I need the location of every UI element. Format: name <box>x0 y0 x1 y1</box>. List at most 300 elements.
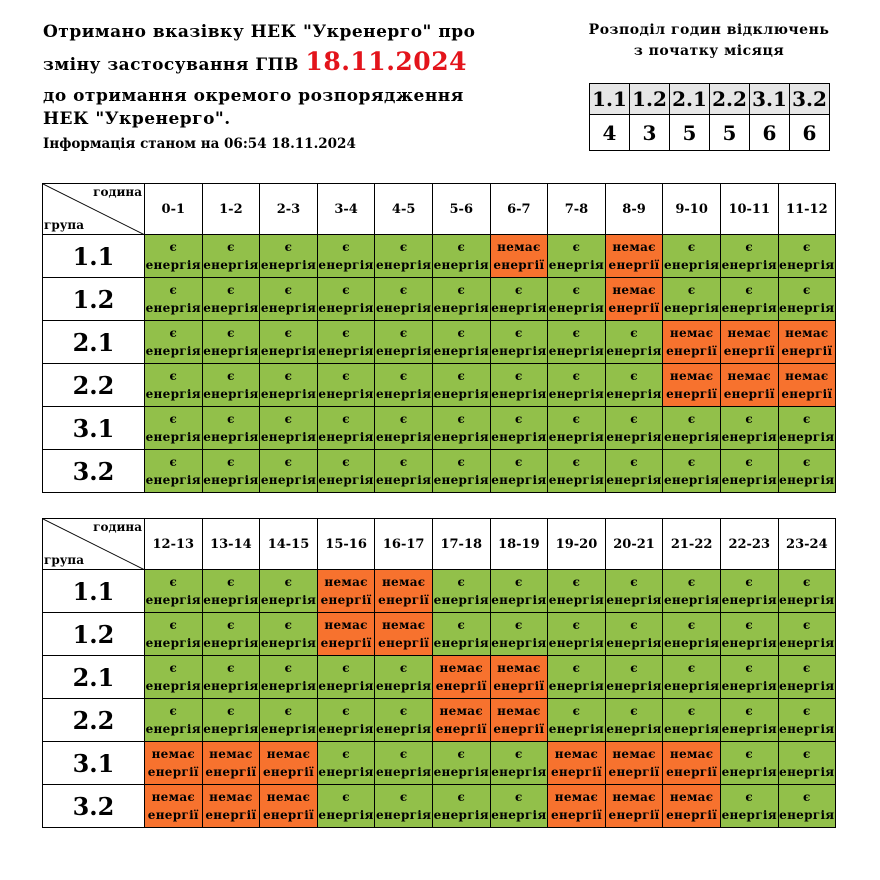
status-text-top: є <box>687 240 696 254</box>
status-text-bottom: енергія <box>721 301 777 315</box>
status-text-bottom: енергія <box>376 473 432 487</box>
status-text-top: є <box>284 575 293 589</box>
status-text-top: є <box>457 369 466 383</box>
distribution-title-line-1: Розподіл годин відключень <box>588 22 830 38</box>
group-label-cell: 2.2 <box>43 699 145 742</box>
power-on-cell <box>663 613 721 656</box>
power-on-cell <box>145 656 203 699</box>
status-text-top: немає <box>669 369 714 383</box>
power-on-cell <box>663 699 721 742</box>
power-on-cell <box>432 235 490 278</box>
status-text-top: немає <box>612 747 656 761</box>
status-text-bottom: енергія <box>779 473 835 487</box>
status-text-bottom: енергія <box>433 258 489 272</box>
status-text-bottom: енергії <box>666 808 718 822</box>
status-text-top: немає <box>612 790 656 804</box>
status-text-bottom: енергії <box>147 765 199 779</box>
power-on-cell <box>145 278 203 321</box>
status-text-top: є <box>745 747 754 761</box>
status-text-bottom: енергія <box>260 258 317 272</box>
power-on-cell <box>317 407 375 450</box>
power-on-cell <box>202 364 260 407</box>
hour-header-cell: 17-18 <box>432 519 490 570</box>
power-on-cell <box>548 278 606 321</box>
status-text-top: є <box>227 326 235 340</box>
power-on-cell <box>317 656 375 699</box>
hour-header-cell: 21-22 <box>663 519 721 570</box>
status-text-bottom: енергія <box>376 808 432 822</box>
status-text-bottom: енергії <box>550 765 602 779</box>
status-text-top: є <box>515 455 523 469</box>
distribution-hours-cell: 6 <box>790 115 830 151</box>
power-on-cell <box>548 321 606 364</box>
power-on-cell <box>432 785 490 828</box>
status-text-top: є <box>630 661 638 675</box>
power-on-cell <box>202 278 260 321</box>
power-on-cell <box>432 742 490 785</box>
status-text-top: немає <box>554 790 599 804</box>
distribution-group-cell: 1.1 <box>590 84 630 115</box>
power-on-cell <box>720 699 778 742</box>
status-text-bottom: енергії <box>493 722 545 736</box>
status-text-top: немає <box>785 326 829 340</box>
distribution-hours-cell: 5 <box>710 115 750 151</box>
status-text-top: є <box>399 283 408 297</box>
power-on-cell <box>260 407 318 450</box>
status-text-bottom: енергія <box>663 679 720 693</box>
status-text-bottom: енергії <box>320 636 372 650</box>
power-off-cell <box>145 742 203 785</box>
power-on-cell <box>375 656 433 699</box>
distribution-groups-row <box>590 84 830 115</box>
status-text-bottom: енергії <box>608 258 660 272</box>
status-text-top: є <box>169 412 178 426</box>
power-on-cell <box>317 278 375 321</box>
status-text-bottom: енергії <box>550 808 602 822</box>
status-text-top: є <box>745 412 754 426</box>
status-text-top: є <box>630 455 638 469</box>
status-text-bottom: енергія <box>433 765 489 779</box>
schedule-header-row <box>43 519 836 570</box>
power-off-cell <box>202 785 260 828</box>
power-on-cell <box>663 570 721 613</box>
power-on-cell <box>260 278 318 321</box>
power-on-cell <box>202 699 260 742</box>
schedule-row <box>43 656 836 699</box>
power-on-cell <box>375 785 433 828</box>
status-text-bottom: енергія <box>779 679 835 693</box>
power-on-cell <box>317 321 375 364</box>
status-text-bottom: енергія <box>548 344 605 358</box>
distribution-group-cell: 2.1 <box>670 84 710 115</box>
status-text-bottom: енергія <box>433 593 489 607</box>
power-on-cell <box>432 364 490 407</box>
status-text-top: є <box>169 661 178 675</box>
status-text-bottom: енергії <box>493 258 545 272</box>
hour-axis-label: година <box>93 520 142 534</box>
power-on-cell <box>720 742 778 785</box>
status-text-bottom: енергія <box>203 473 259 487</box>
power-on-cell <box>490 407 548 450</box>
power-on-cell <box>490 570 548 613</box>
status-text-bottom: енергія <box>145 636 201 650</box>
status-text-top: є <box>457 412 466 426</box>
status-text-top: є <box>342 283 350 297</box>
status-text-top: є <box>284 240 293 254</box>
status-text-top: є <box>572 369 581 383</box>
info-timestamp: Інформація станом на 06:54 18.11.2024 <box>43 136 356 152</box>
status-text-bottom: енергія <box>260 593 317 607</box>
status-text-bottom: енергії <box>262 765 314 779</box>
status-text-top: є <box>572 283 581 297</box>
status-text-top: немає <box>209 747 253 761</box>
status-text-top: є <box>399 369 408 383</box>
power-on-cell <box>490 742 548 785</box>
status-text-bottom: енергія <box>318 258 374 272</box>
status-text-bottom: енергія <box>663 430 720 444</box>
status-text-bottom: енергії <box>608 808 660 822</box>
hour-header-cell: 10-11 <box>720 184 778 235</box>
status-text-bottom: енергія <box>779 593 835 607</box>
status-text-bottom: енергія <box>779 430 835 444</box>
power-on-cell <box>605 321 663 364</box>
power-off-cell <box>720 364 778 407</box>
status-text-bottom: енергії <box>608 765 660 779</box>
schedule-row <box>43 364 836 407</box>
group-label-cell: 3.1 <box>43 742 145 785</box>
status-text-top: є <box>515 790 523 804</box>
status-text-top: є <box>687 455 696 469</box>
status-text-bottom: енергія <box>548 258 605 272</box>
power-on-cell <box>375 742 433 785</box>
status-text-bottom: енергії <box>781 344 833 358</box>
announcement-date: 18.11.2024 <box>305 47 467 76</box>
status-text-top: є <box>169 575 178 589</box>
group-label-cell: 2.1 <box>43 321 145 364</box>
power-on-cell <box>720 407 778 450</box>
power-off-cell <box>778 364 836 407</box>
power-on-cell <box>202 235 260 278</box>
status-text-top: немає <box>497 240 541 254</box>
status-text-bottom: енергія <box>491 430 547 444</box>
power-on-cell <box>778 235 836 278</box>
power-off-cell <box>605 278 663 321</box>
status-text-bottom: енергія <box>779 258 835 272</box>
distribution-hours-cell: 5 <box>670 115 710 151</box>
power-on-cell <box>490 364 548 407</box>
status-text-top: є <box>284 283 293 297</box>
power-off-cell <box>490 235 548 278</box>
power-on-cell <box>663 656 721 699</box>
status-text-bottom: енергія <box>318 473 374 487</box>
power-on-cell <box>145 364 203 407</box>
status-text-bottom: енергія <box>779 808 835 822</box>
status-text-bottom: енергія <box>663 301 720 315</box>
status-text-bottom: енергія <box>548 722 605 736</box>
status-text-top: є <box>169 369 178 383</box>
status-text-bottom: енергія <box>548 301 605 315</box>
status-text-top: є <box>399 661 408 675</box>
status-text-bottom: енергія <box>318 765 374 779</box>
power-off-cell <box>490 699 548 742</box>
distribution-hours-cell: 4 <box>590 115 630 151</box>
status-text-top: є <box>572 455 581 469</box>
status-text-top: є <box>803 618 811 632</box>
status-text-top: немає <box>324 575 368 589</box>
hour-header-cell: 5-6 <box>432 184 490 235</box>
schedule-header-row <box>43 184 836 235</box>
status-text-top: є <box>227 369 235 383</box>
status-text-top: є <box>457 326 466 340</box>
status-text-bottom: енергія <box>260 722 317 736</box>
power-on-cell <box>317 364 375 407</box>
status-text-top: є <box>572 326 581 340</box>
status-text-top: є <box>572 618 581 632</box>
group-axis-label: група <box>44 218 84 232</box>
status-text-top: є <box>687 704 696 718</box>
power-on-cell <box>490 278 548 321</box>
status-text-top: є <box>169 240 178 254</box>
status-text-top: є <box>630 575 638 589</box>
status-text-bottom: енергія <box>491 344 547 358</box>
power-off-cell <box>663 364 721 407</box>
status-text-top: є <box>457 618 466 632</box>
status-text-top: є <box>227 575 235 589</box>
status-text-top: є <box>227 240 235 254</box>
hour-header-cell: 19-20 <box>548 519 606 570</box>
power-off-cell <box>720 321 778 364</box>
schedule-row <box>43 278 836 321</box>
status-text-bottom: енергія <box>260 430 317 444</box>
status-text-bottom: енергія <box>606 344 662 358</box>
distribution-hours-row <box>590 115 830 151</box>
schedule-corner-cell <box>43 519 145 570</box>
power-off-cell <box>260 742 318 785</box>
status-text-top: є <box>803 240 811 254</box>
status-text-bottom: енергія <box>721 722 777 736</box>
power-on-cell <box>490 785 548 828</box>
status-text-bottom: енергія <box>779 722 835 736</box>
status-text-bottom: енергія <box>260 473 317 487</box>
power-on-cell <box>663 278 721 321</box>
status-text-top: є <box>284 326 293 340</box>
status-text-bottom: енергія <box>721 636 777 650</box>
status-text-top: є <box>572 661 581 675</box>
power-on-cell <box>260 656 318 699</box>
power-on-cell <box>260 699 318 742</box>
status-text-top: немає <box>612 240 656 254</box>
status-text-top: є <box>284 412 293 426</box>
power-on-cell <box>432 321 490 364</box>
power-off-cell <box>432 656 490 699</box>
status-text-top: є <box>399 326 408 340</box>
power-off-cell <box>605 235 663 278</box>
status-text-top: є <box>284 618 293 632</box>
power-on-cell <box>720 235 778 278</box>
announcement-line-4: НЕК "Укренерго". <box>43 109 231 129</box>
power-on-cell <box>375 364 433 407</box>
status-text-bottom: енергія <box>548 679 605 693</box>
status-text-bottom: енергія <box>721 593 777 607</box>
group-label-cell: 1.2 <box>43 278 145 321</box>
status-text-top: є <box>169 283 178 297</box>
power-on-cell <box>432 613 490 656</box>
power-on-cell <box>260 613 318 656</box>
status-text-bottom: енергія <box>606 473 662 487</box>
power-on-cell <box>720 570 778 613</box>
status-text-top: є <box>803 283 811 297</box>
status-text-bottom: енергія <box>145 430 201 444</box>
status-text-top: є <box>457 455 466 469</box>
status-text-bottom: енергія <box>203 679 259 693</box>
power-off-cell <box>663 321 721 364</box>
power-on-cell <box>375 699 433 742</box>
status-text-bottom: енергія <box>145 473 201 487</box>
status-text-bottom: енергії <box>781 387 833 401</box>
status-text-bottom: енергія <box>145 387 201 401</box>
status-text-top: є <box>745 283 754 297</box>
status-text-top: є <box>803 790 811 804</box>
status-text-bottom: енергія <box>433 344 489 358</box>
status-text-bottom: енергія <box>145 593 201 607</box>
status-text-bottom: енергія <box>203 593 259 607</box>
status-text-top: є <box>399 790 408 804</box>
hour-header-cell: 2-3 <box>260 184 318 235</box>
power-on-cell <box>432 570 490 613</box>
schedule-row <box>43 699 836 742</box>
distribution-hours-cell: 6 <box>750 115 790 151</box>
status-text-bottom: енергія <box>721 258 777 272</box>
status-text-bottom: енергія <box>721 473 777 487</box>
status-text-bottom: енергія <box>145 679 201 693</box>
status-text-bottom: енергія <box>721 808 777 822</box>
status-text-top: є <box>687 283 696 297</box>
status-text-top: є <box>803 575 811 589</box>
status-text-top: немає <box>381 575 426 589</box>
power-on-cell <box>145 570 203 613</box>
status-text-bottom: енергії <box>666 344 718 358</box>
power-on-cell <box>548 407 606 450</box>
status-text-top: є <box>515 412 523 426</box>
schedule-row <box>43 407 836 450</box>
status-text-top: є <box>572 575 581 589</box>
announcement-line-2 <box>43 47 467 76</box>
power-on-cell <box>778 785 836 828</box>
status-text-top: немає <box>324 618 368 632</box>
status-text-top: немає <box>151 790 196 804</box>
power-on-cell <box>202 450 260 493</box>
power-on-cell <box>317 235 375 278</box>
group-label-cell: 2.1 <box>43 656 145 699</box>
power-off-cell <box>375 613 433 656</box>
hour-header-cell: 15-16 <box>317 519 375 570</box>
status-text-top: є <box>342 240 350 254</box>
status-text-bottom: енергії <box>378 593 430 607</box>
status-text-top: є <box>399 412 408 426</box>
power-on-cell <box>490 450 548 493</box>
hour-header-cell: 9-10 <box>663 184 721 235</box>
hour-header-cell: 8-9 <box>605 184 663 235</box>
status-text-top: є <box>515 283 523 297</box>
power-on-cell <box>778 656 836 699</box>
status-text-top: є <box>745 575 754 589</box>
status-text-bottom: енергія <box>606 636 662 650</box>
status-text-top: немає <box>669 790 714 804</box>
status-text-bottom: енергія <box>491 301 547 315</box>
status-text-bottom: енергія <box>548 430 605 444</box>
power-on-cell <box>260 570 318 613</box>
power-on-cell <box>605 407 663 450</box>
status-text-bottom: енергії <box>378 636 430 650</box>
status-text-top: є <box>515 618 523 632</box>
power-on-cell <box>145 235 203 278</box>
status-text-bottom: енергія <box>779 765 835 779</box>
power-on-cell <box>375 235 433 278</box>
schedule-row <box>43 450 836 493</box>
status-text-bottom: енергія <box>548 387 605 401</box>
power-on-cell <box>145 699 203 742</box>
power-off-cell <box>663 742 721 785</box>
hour-header-cell: 14-15 <box>260 519 318 570</box>
status-text-bottom: енергія <box>663 593 720 607</box>
status-text-bottom: енергія <box>318 679 374 693</box>
status-text-top: є <box>630 618 638 632</box>
status-text-bottom: енергія <box>145 301 201 315</box>
power-on-cell <box>605 656 663 699</box>
status-text-bottom: енергія <box>491 473 547 487</box>
group-label-cell: 1.1 <box>43 570 145 613</box>
power-on-cell <box>202 656 260 699</box>
status-text-bottom: енергія <box>145 258 201 272</box>
status-text-bottom: енергія <box>203 344 259 358</box>
status-text-bottom: енергії <box>320 593 372 607</box>
announcement-line-3: до отримання окремого розпорядження <box>43 86 464 106</box>
status-text-top: немає <box>209 790 253 804</box>
status-text-bottom: енергії <box>205 765 257 779</box>
hour-header-cell: 16-17 <box>375 519 433 570</box>
power-on-cell <box>720 613 778 656</box>
status-text-top: є <box>342 704 350 718</box>
status-text-top: є <box>515 575 523 589</box>
status-text-top: є <box>227 283 235 297</box>
power-on-cell <box>548 699 606 742</box>
status-text-top: є <box>342 326 350 340</box>
status-text-bottom: енергія <box>376 387 432 401</box>
status-text-bottom: енергія <box>548 593 605 607</box>
status-text-bottom: енергія <box>318 387 374 401</box>
status-text-top: немає <box>266 790 311 804</box>
power-on-cell <box>490 613 548 656</box>
status-text-top: є <box>457 283 466 297</box>
status-text-bottom: енергії <box>723 344 775 358</box>
hour-header-cell: 18-19 <box>490 519 548 570</box>
power-on-cell <box>317 742 375 785</box>
status-text-bottom: енергії <box>435 679 487 693</box>
power-on-cell <box>202 613 260 656</box>
status-text-top: є <box>342 747 350 761</box>
power-on-cell <box>260 450 318 493</box>
power-on-cell <box>778 742 836 785</box>
power-on-cell <box>778 407 836 450</box>
status-text-top: є <box>803 661 811 675</box>
hour-header-cell: 13-14 <box>202 519 260 570</box>
status-text-top: є <box>630 412 638 426</box>
status-text-bottom: енергії <box>262 808 314 822</box>
status-text-top: є <box>803 747 811 761</box>
status-text-bottom: енергія <box>491 765 547 779</box>
status-text-bottom: енергія <box>203 387 259 401</box>
status-text-top: немає <box>497 704 541 718</box>
